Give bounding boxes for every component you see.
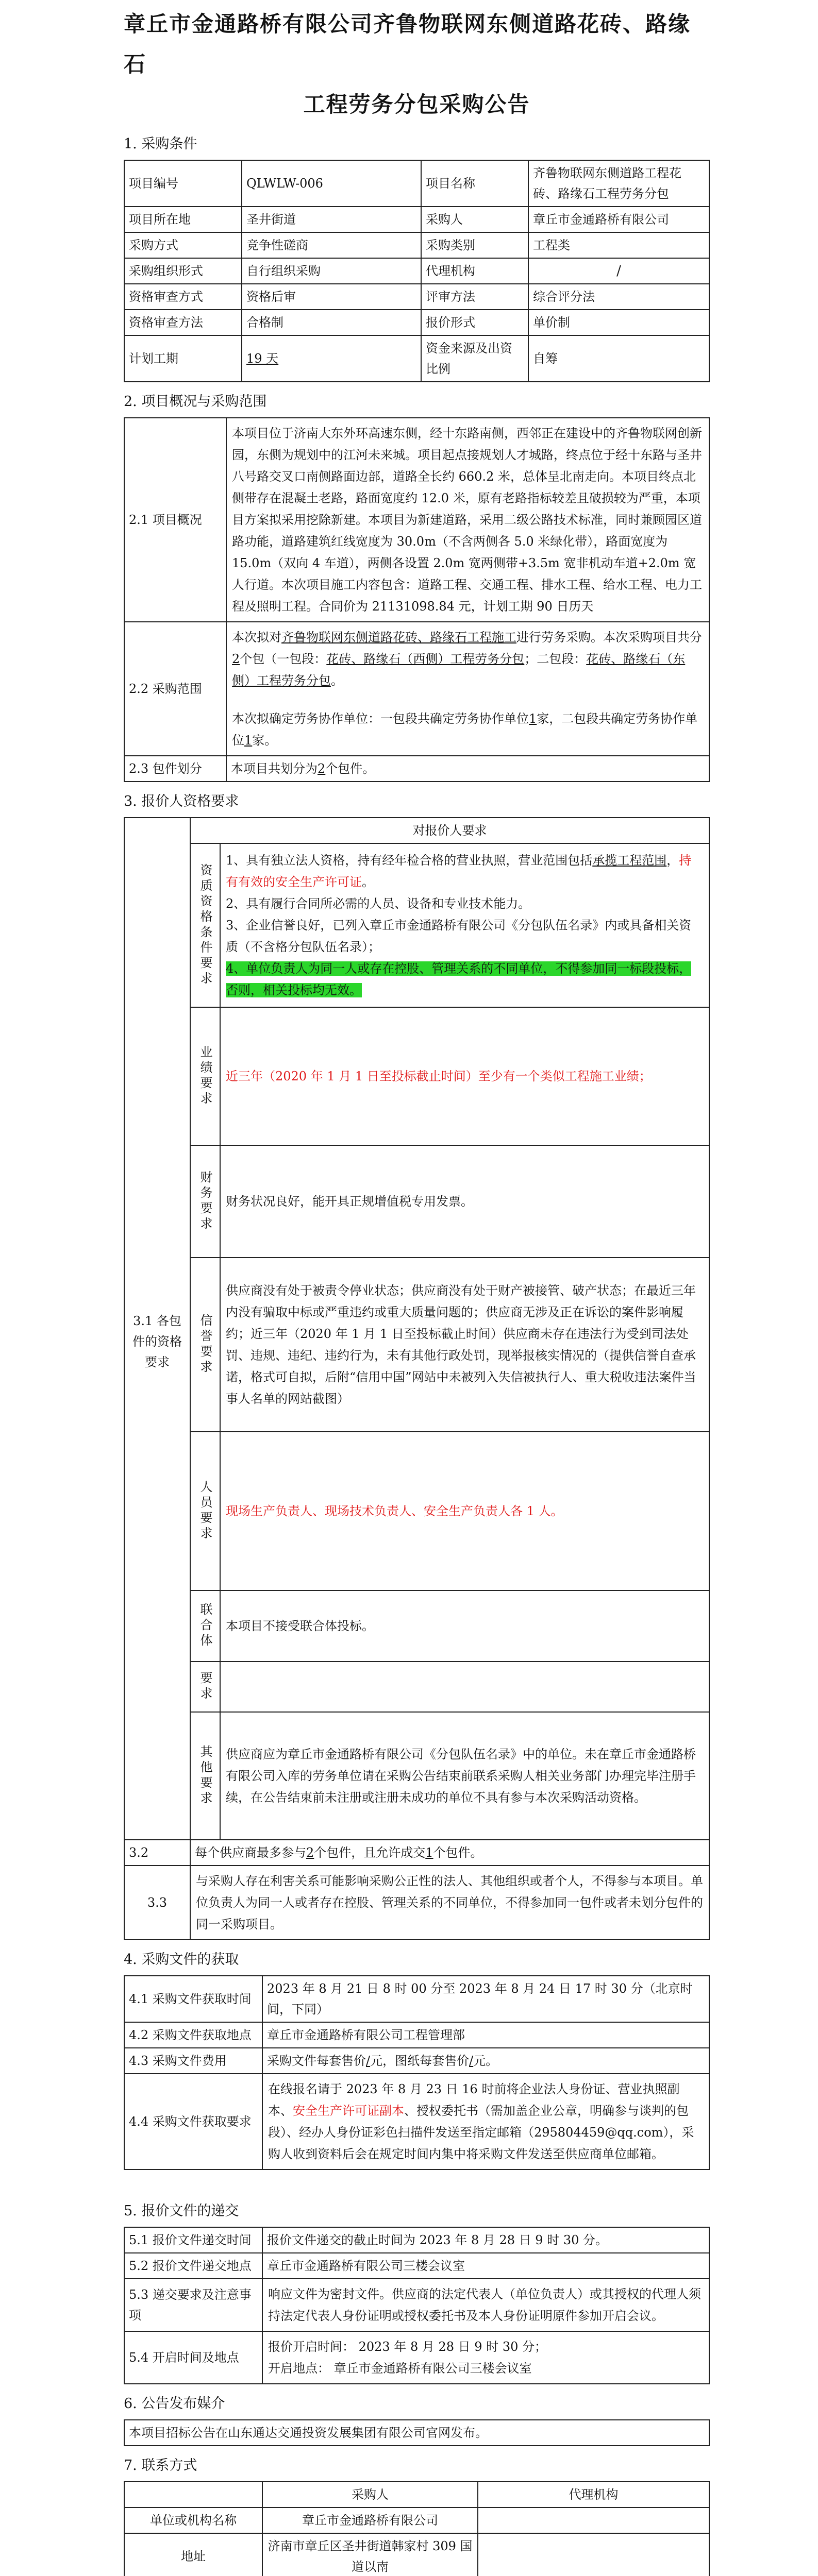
cell-value: 济南市章丘区圣井街道韩家村 309 国道以南 bbox=[262, 2533, 478, 2576]
text: 。 bbox=[362, 875, 374, 889]
finance-text: 财务状况良好，能开具正规增值税专用发票。 bbox=[220, 1145, 709, 1258]
credit-text: 供应商没有处于被责令停业状态；供应商没有处于财产被接管、破产状态；在最近三年内没有骗取中标或严重违约或重大质量问题的；供应商无涉及正在诉讼的案件影响履约；近三年（2020 年 1 月 1 日至投标截止时间）供应商未存在违法行为受到司法处罚、违规、违纪、违约行为，未有其他行政处罚，现举报核实情况的（提供信誉自查承诺，格式可自拟，后附“信用中国”网站中未被列入失信被执行人、重大税收违法案件当事人名单的网站截图） bbox=[220, 1258, 709, 1432]
table-row bbox=[124, 1976, 709, 2022]
acquisition-place: 章丘市金通路桥有限公司工程管理部 bbox=[262, 2022, 709, 2048]
text: 本次拟确定劳务协作单位：一包段共确定劳务协作单位 bbox=[232, 711, 529, 726]
cell-label: 5.4 开启时间及地点 bbox=[124, 2331, 262, 2384]
text: ， bbox=[666, 853, 679, 868]
table-row bbox=[124, 2074, 709, 2170]
qual-item-3: 3、企业信誉良好，已列入章丘市金通路桥有限公司《分包队伍名录》内或具备相关资质（不含格分包队伍名录）； bbox=[226, 918, 692, 954]
other-requirements-text: 供应商应为章丘市金通路桥有限公司《分包队伍名录》中的单位。未在章丘市金通路桥有限公司入库的劳务单位请在采购公告结束前联系采购人相关业务部门办理完毕注册手续，在公告结束前未注册或注册未成功的单位不具有参与本次采购活动资格。 bbox=[220, 1712, 709, 1840]
section-5-heading: 5. 报价文件的递交 bbox=[124, 2203, 239, 2219]
cell-value: 圣井街道 bbox=[242, 207, 421, 232]
cell-label: 代理机构 bbox=[421, 258, 528, 284]
table-row bbox=[124, 2507, 709, 2533]
text: 。 bbox=[331, 673, 343, 688]
qualification-header: 对报价人要求 bbox=[190, 818, 709, 843]
cell-label: 信誉要求 bbox=[190, 1258, 220, 1432]
text: 2 bbox=[318, 761, 326, 776]
text: 1 bbox=[425, 1845, 433, 1860]
cell-label: 项目编号 bbox=[124, 160, 242, 207]
qual-item-4 bbox=[226, 958, 704, 1001]
text: 本项目共划分为 bbox=[231, 761, 318, 776]
table-row bbox=[124, 1258, 709, 1432]
text: 个包件。 bbox=[325, 761, 375, 776]
cell-label: 地址 bbox=[124, 2533, 262, 2576]
cell-label: 采购人 bbox=[421, 207, 528, 232]
table-row bbox=[124, 1590, 709, 1662]
qualification-outer-label: 3.1 各包件的资格要求 bbox=[124, 843, 190, 1840]
text: / bbox=[366, 2054, 371, 2068]
cell-label: 3.3 bbox=[124, 1866, 190, 1940]
qualification-table bbox=[124, 817, 710, 1940]
table-row bbox=[124, 2048, 709, 2074]
cell-label: 5.2 报价文件递交地点 bbox=[124, 2253, 262, 2279]
contact-header-buyer: 采购人 bbox=[262, 2482, 478, 2507]
package-division-text bbox=[226, 756, 709, 782]
cell-value: QLWLW-006 bbox=[242, 160, 421, 207]
cell-label: 评审方法 bbox=[421, 284, 528, 310]
cell-value: 齐鲁物联网东侧道路工程花砖、路缘石工程劳务分包 bbox=[528, 160, 709, 207]
cell-label: 3.2 bbox=[124, 1840, 190, 1866]
submission-deadline: 报价文件递交的截止时间为 2023 年 8 月 28 日 9 时 30 分。 bbox=[262, 2227, 709, 2253]
cell-label: 计划工期 bbox=[124, 335, 242, 382]
text: 个包件，且允许成交 bbox=[314, 1845, 426, 1860]
text: 安全生产许可证副本 bbox=[293, 2104, 404, 2118]
section-3-heading: 3. 报价人资格要求 bbox=[124, 793, 239, 809]
procurement-scope-text bbox=[226, 622, 709, 756]
table-row bbox=[124, 1662, 709, 1712]
procurement-conditions-table bbox=[124, 160, 710, 382]
text: 家，二包段共确定劳务协作单位 bbox=[232, 711, 698, 748]
table-row bbox=[124, 1866, 709, 1940]
text: 采购文件每套售价 bbox=[267, 2054, 366, 2068]
table-row bbox=[124, 2279, 709, 2331]
table-row bbox=[124, 160, 709, 207]
section-2-heading: 2. 项目概况与采购范围 bbox=[124, 394, 267, 410]
conflict-text: 与采购人存在利害关系可能影响采购公正性的法人、其他组织或者个人，不得参与本项目。单位负责人为同一人或者存在控股、管理关系的不同单位，不得参加同一包件或者未划分包件的同一采购项目。 bbox=[190, 1866, 709, 1940]
table-row bbox=[124, 2227, 709, 2253]
cell-value: 工程类 bbox=[528, 232, 709, 258]
cell-label: 资格审查方式 bbox=[124, 284, 242, 310]
cell-label: 资质资格条件要求 bbox=[190, 843, 220, 1007]
cell-value bbox=[478, 2533, 709, 2576]
table-row bbox=[124, 418, 709, 622]
cell-label: 4.1 采购文件获取时间 bbox=[124, 1976, 262, 2022]
text: 家。 bbox=[252, 733, 277, 748]
cell-label: 单位或机构名称 bbox=[124, 2507, 262, 2533]
cell-value: 综合评分法 bbox=[528, 284, 709, 310]
title-line-1: 章丘市金通路桥有限公司齐鲁物联网东侧道路花砖、路缘石 bbox=[124, 11, 691, 77]
table-row bbox=[124, 207, 709, 232]
cell-label: 4.3 采购文件费用 bbox=[124, 2048, 262, 2074]
text: 、授权委托书（需加盖企业公章，明确参与谈判的包段）、经办人身份证彩色扫描件发送至指定邮箱（29580445​9@qq.com），采购人收到资料后会在规定时间内集中将采购文件发送至供应商单位邮箱。 bbox=[268, 2104, 694, 2161]
text: 2 bbox=[232, 652, 240, 666]
table-row bbox=[124, 335, 709, 382]
cell-value: 章丘市金通路桥有限公司 bbox=[262, 2507, 478, 2533]
cell-value: 自行组织采购 bbox=[242, 258, 421, 284]
cell-label: 资金来源及出资比例 bbox=[421, 335, 528, 382]
text: ；二包段： bbox=[524, 652, 587, 666]
text: 本次拟对 bbox=[232, 630, 281, 645]
scope-paragraph-1 bbox=[232, 626, 704, 691]
cell-label: 其他要求 bbox=[190, 1712, 220, 1840]
table-row bbox=[124, 2420, 709, 2446]
submission-place: 章丘市金通路桥有限公司三楼会议室 bbox=[262, 2253, 709, 2279]
acquisition-time: 2023 年 8 月 21 日 8 时 00 分至 2023 年 8 月 24 日 17 时 30 分（北京时间，下同） bbox=[262, 1976, 709, 2022]
media-text: 本项目招标公告在山东通达交通投资发展集团有限公司官网发布。 bbox=[124, 2420, 709, 2446]
cell-blank bbox=[220, 1662, 709, 1712]
table-row bbox=[124, 284, 709, 310]
table-row bbox=[124, 1145, 709, 1258]
project-overview-table bbox=[124, 417, 710, 782]
text: 1 bbox=[244, 733, 253, 748]
text: 承揽工程范围 bbox=[592, 853, 667, 868]
table-row bbox=[124, 818, 709, 843]
table-row bbox=[124, 2253, 709, 2279]
table-row bbox=[124, 622, 709, 756]
qualification-text bbox=[220, 843, 709, 1007]
text: 2 bbox=[306, 1845, 314, 1860]
qual-item-2: 2、具有履行合同所必需的人员、设备和专业技术能力。 bbox=[226, 896, 531, 911]
section-1-heading: 1. 采购条件 bbox=[124, 136, 197, 152]
media-table bbox=[124, 2419, 710, 2446]
text: 花砖、路缘石（西侧）工程劳务分包 bbox=[326, 652, 525, 666]
bid-limit-text bbox=[190, 1840, 709, 1866]
submission-notes: 响应文件为密封文件。供应商的法定代表人（单位负责人）或其授权的代理人须持法定代表人身份证明或授权委托书及本人身份证明原件参加开启会议。 bbox=[262, 2279, 709, 2331]
scope-paragraph-2 bbox=[232, 708, 704, 751]
opening-time: 报价开启时间： 2023 年 8 月 28 日 9 时 30 分； bbox=[268, 2340, 547, 2354]
cell-value: / bbox=[528, 258, 709, 284]
cell-label: 财务要求 bbox=[190, 1145, 220, 1258]
cell-label: 资格审查方法 bbox=[124, 310, 242, 335]
cell-value: 19 天 bbox=[242, 335, 421, 382]
section-7-heading: 7. 联系方式 bbox=[124, 2458, 197, 2473]
text: 4、单位负责人为同一人或存在控股、管理关系的不同单位，不得参加同一标段投标，否则，相关投标均无效。 bbox=[226, 961, 692, 997]
table-row bbox=[124, 310, 709, 335]
cell-value: 合格制 bbox=[242, 310, 421, 335]
text: 持有有效的安全生产许可证 bbox=[226, 853, 692, 889]
document-title bbox=[124, 0, 710, 125]
text: / bbox=[469, 2054, 474, 2068]
table-row bbox=[124, 1840, 709, 1866]
table-row bbox=[124, 232, 709, 258]
cell-label: 采购方式 bbox=[124, 232, 242, 258]
table-row bbox=[124, 2482, 709, 2507]
cell-label: 2.2 采购范围 bbox=[124, 622, 226, 756]
title-line-2: 工程劳务分包采购公告 bbox=[303, 92, 530, 117]
contact-table bbox=[124, 2481, 710, 2576]
performance-text: 近三年（2020 年 1 月 1 日至投标截止时间）至少有一个类似工程施工业绩； bbox=[220, 1007, 709, 1145]
cell-label: 要求 bbox=[190, 1662, 220, 1712]
cell-label: 5.3 递交要求及注意事项 bbox=[124, 2279, 262, 2331]
cell-value: 资格后审 bbox=[242, 284, 421, 310]
document-acquisition-table bbox=[124, 1975, 710, 2170]
text: 每个供应商最多参与 bbox=[195, 1845, 306, 1860]
acquisition-requirements bbox=[262, 2074, 709, 2170]
contact-header-agency: 代理机构 bbox=[478, 2482, 709, 2507]
cell-value bbox=[478, 2507, 709, 2533]
table-row bbox=[124, 1007, 709, 1145]
cell-value: 章丘市金通路桥有限公司 bbox=[528, 207, 709, 232]
table-row bbox=[124, 2533, 709, 2576]
table-row bbox=[124, 258, 709, 284]
cell-label: 2.1 项目概况 bbox=[124, 418, 226, 622]
table-row bbox=[124, 1712, 709, 1840]
text: 在线报名请于 2023 年 8 月 23 日 16 时前将企业法人身份证、营业执照副本、 bbox=[268, 2082, 680, 2118]
cell-label: 业绩要求 bbox=[190, 1007, 220, 1145]
text: 1 bbox=[529, 711, 537, 726]
cell-label: 联合体 bbox=[190, 1590, 220, 1662]
qual-item-1 bbox=[226, 850, 704, 893]
text: 个包（一包段： bbox=[240, 652, 327, 666]
cell-label: 项目所在地 bbox=[124, 207, 242, 232]
cell-value: 竞争性磋商 bbox=[242, 232, 421, 258]
staff-text: 现场生产负责人、现场技术负责人、安全生产负责人各 1 人。 bbox=[220, 1432, 709, 1590]
cell-label: 采购类别 bbox=[421, 232, 528, 258]
cell-label: 人员要求 bbox=[190, 1432, 220, 1590]
cell-blank bbox=[124, 2482, 262, 2507]
opening-info bbox=[262, 2331, 709, 2384]
project-overview-text: 本项目位于济南大东外环高速东侧，经十东路南侧，西邻正在建设中的齐鲁物联网创新园，东侧为规划中的江河未来城。项目起点接规划人才城路，终点位于经十东路与圣井八号路交叉口南侧路面边部，道路全长约 660.2 米，总体呈北南走向。本项目终点北侧带存在混凝土老路，路面宽度约 12.0 米，原有老路指标较差且破损较为严重，本项目方案拟采用挖除新建。本项目为新建道路，采用二级公路技术标准，同时兼顾园区道路功能，道路建筑红线宽度为 30.0m（不含两侧各 5.0 米绿化带），路面宽度为 15.0m（双向 4 车道），两侧各设置 2.0m 宽两侧带+3.5m 宽非机动车道+2.0m 宽人行道。本次项目施工内容包含：道路工程、交通工程、排水工程、给水工程、电力工程及照明工程。合同价为 21131098.84 元，计划工期 90 日历天 bbox=[226, 418, 709, 622]
text: 元，图纸每套售价 bbox=[370, 2054, 470, 2068]
document-fee bbox=[262, 2048, 709, 2074]
text: 元。 bbox=[473, 2054, 498, 2068]
section-4-heading: 4. 采购文件的获取 bbox=[124, 1952, 239, 1968]
table-row bbox=[124, 2022, 709, 2048]
cell-label: 报价形式 bbox=[421, 310, 528, 335]
table-row bbox=[124, 2331, 709, 2384]
text: 1、具有独立法人资格，持有经年检合格的营业执照，营业范围包括 bbox=[226, 853, 593, 868]
table-row bbox=[124, 756, 709, 782]
submission-table bbox=[124, 2227, 710, 2384]
section-6-heading: 6. 公告发布媒介 bbox=[124, 2396, 225, 2412]
text: 进行劳务采购。本次采购项目共分 bbox=[516, 630, 702, 645]
cell-label: 4.4 采购文件获取要求 bbox=[124, 2074, 262, 2170]
table-row bbox=[124, 843, 709, 1007]
cell-label: 项目名称 bbox=[421, 160, 528, 207]
text: 花砖、路缘石（东侧）工程劳务分包 bbox=[232, 652, 686, 688]
consortium-text: 本项目不接受联合体投标。 bbox=[220, 1590, 709, 1662]
cell-label: 2.3 包件划分 bbox=[124, 756, 226, 782]
opening-place: 开启地点： 章丘市金通路桥有限公司三楼会议室 bbox=[268, 2361, 532, 2376]
cell-label: 采购组织形式 bbox=[124, 258, 242, 284]
cell-label: 4.2 采购文件获取地点 bbox=[124, 2022, 262, 2048]
cell-value: 自筹 bbox=[528, 335, 709, 382]
table-row bbox=[124, 1432, 709, 1590]
text: 个包件。 bbox=[433, 1845, 483, 1860]
cell-label: 5.1 报价文件递交时间 bbox=[124, 2227, 262, 2253]
text: 齐鲁物联网东侧道路花砖、路缘石工程施工 bbox=[281, 630, 516, 645]
cell-value: 单价制 bbox=[528, 310, 709, 335]
cell-blank bbox=[124, 818, 190, 843]
